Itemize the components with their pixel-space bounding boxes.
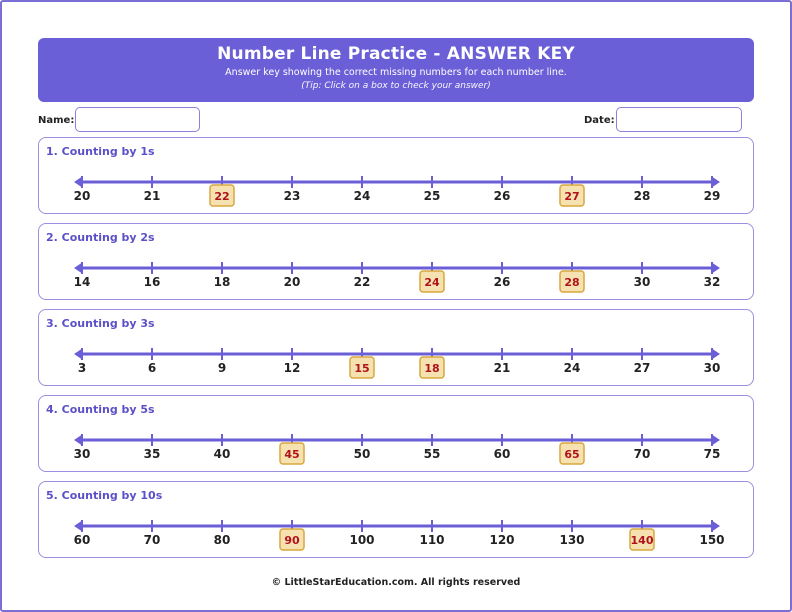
- tick-label: 23: [283, 189, 301, 203]
- answer-value[interactable]: 18: [424, 362, 440, 375]
- footer-copyright: © LittleStarEducation.com. All rights reserved: [271, 577, 521, 588]
- tick-label: 80: [213, 533, 231, 547]
- number-line: [39, 396, 755, 473]
- number-line-panel-3: [38, 309, 754, 386]
- section-title: 3. Counting by 3s: [46, 317, 155, 330]
- section-title: 2. Counting by 2s: [46, 231, 155, 244]
- tick-label: 3: [77, 361, 87, 375]
- number-line: [39, 138, 755, 215]
- section-title: 1. Counting by 1s: [46, 145, 155, 158]
- tick-label: 40: [213, 447, 231, 461]
- tick-label: 100: [349, 533, 375, 547]
- tick-label: 32: [703, 275, 721, 289]
- header-banner: [38, 38, 754, 102]
- date-label: Date:: [584, 115, 615, 126]
- answer-value[interactable]: 15: [354, 362, 370, 375]
- number-line: [39, 310, 755, 387]
- answer-value[interactable]: 28: [564, 276, 580, 289]
- tick-label: 27: [633, 361, 651, 375]
- tick-label: 30: [633, 275, 651, 289]
- tick-label: 60: [73, 533, 91, 547]
- tick-label: 70: [143, 533, 161, 547]
- section-title: 4. Counting by 5s: [46, 403, 155, 416]
- tick-label: 20: [283, 275, 301, 289]
- number-line-panel-4: [38, 395, 754, 472]
- answer-value[interactable]: 22: [214, 190, 230, 203]
- page-title: Number Line Practice - ANSWER KEY: [217, 44, 575, 64]
- number-line: [39, 224, 755, 301]
- answer-value[interactable]: 27: [564, 190, 580, 203]
- tick-label: 20: [73, 189, 91, 203]
- tick-label: 29: [703, 189, 721, 203]
- tick-label: 28: [633, 189, 651, 203]
- tick-label: 55: [423, 447, 441, 461]
- tick-label: 70: [633, 447, 651, 461]
- number-line-panel-2: [38, 223, 754, 300]
- tick-label: 35: [143, 447, 161, 461]
- tick-label: 30: [703, 361, 721, 375]
- tick-label: 30: [73, 447, 91, 461]
- number-line: [39, 482, 755, 559]
- page-subtitle: Answer key showing the correct missing numbers for each number line.: [225, 67, 567, 78]
- tick-label: 9: [217, 361, 227, 375]
- name-field[interactable]: [75, 107, 200, 132]
- tick-label: 50: [353, 447, 371, 461]
- tip-text: (Tip: Click on a box to check your answer): [301, 81, 491, 91]
- tick-label: 24: [353, 189, 371, 203]
- tick-label: 26: [493, 189, 511, 203]
- answer-value[interactable]: 45: [284, 448, 300, 461]
- number-line-panel-5: [38, 481, 754, 558]
- answer-value[interactable]: 140: [630, 534, 654, 547]
- tick-label: 22: [353, 275, 371, 289]
- tick-label: 110: [419, 533, 445, 547]
- tick-label: 120: [489, 533, 515, 547]
- name-label: Name:: [38, 115, 75, 126]
- tick-label: 21: [143, 189, 161, 203]
- tick-label: 26: [493, 275, 511, 289]
- date-field[interactable]: [616, 107, 742, 132]
- section-title: 5. Counting by 10s: [46, 489, 163, 502]
- number-line-panel-1: [38, 137, 754, 214]
- tick-label: 14: [73, 275, 91, 289]
- tick-label: 6: [147, 361, 157, 375]
- tick-label: 25: [423, 189, 441, 203]
- tick-label: 21: [493, 361, 511, 375]
- answer-value[interactable]: 65: [564, 448, 580, 461]
- tick-label: 18: [213, 275, 231, 289]
- answer-value[interactable]: 24: [424, 276, 440, 289]
- tick-label: 24: [563, 361, 581, 375]
- tick-label: 75: [703, 447, 721, 461]
- tick-label: 16: [143, 275, 161, 289]
- answer-value[interactable]: 90: [284, 534, 300, 547]
- tick-label: 60: [493, 447, 511, 461]
- tick-label: 12: [283, 361, 301, 375]
- tick-label: 150: [699, 533, 725, 547]
- tick-label: 130: [559, 533, 585, 547]
